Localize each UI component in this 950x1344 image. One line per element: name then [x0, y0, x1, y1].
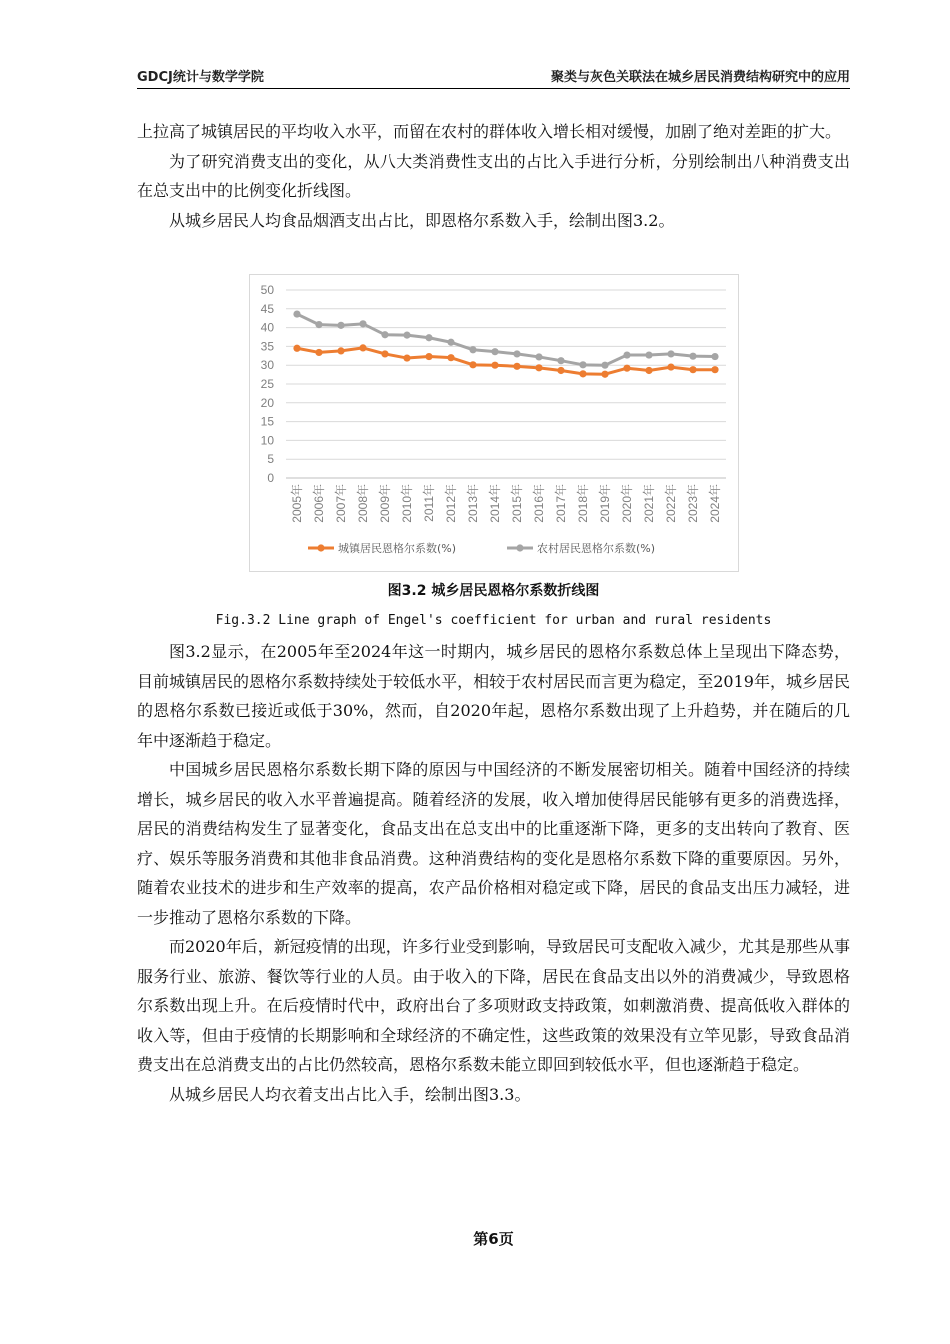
body-text-bottom [137, 637, 850, 1109]
paragraph: 从城乡居民人均食品烟酒支出占比，即恩格尔系数入手，绘制出图3.2。 [169, 210, 675, 230]
data-point [337, 322, 344, 329]
data-point [293, 310, 300, 317]
data-point [425, 353, 432, 360]
y-tick-label: 10 [260, 433, 274, 448]
x-tick-label: 2009年 [378, 484, 392, 523]
data-point [381, 350, 388, 357]
x-tick-label: 2020年 [620, 484, 634, 523]
x-tick-label: 2021年 [642, 484, 656, 523]
x-tick-label: 2011年 [422, 484, 436, 522]
x-tick-label: 2022年 [664, 484, 678, 523]
page-number: 第6页 [473, 1230, 514, 1248]
data-point [381, 331, 388, 338]
data-point [315, 321, 322, 328]
data-point [601, 371, 608, 378]
x-tick-label: 2005年 [290, 484, 304, 523]
data-point [601, 362, 608, 369]
x-tick-label: 2024年 [708, 484, 722, 523]
paragraph: 上拉高了城镇居民的平均收入水平，而留在农村的群体收入增长相对缓慢，加剧了绝对差距的扩大。 [137, 122, 842, 141]
y-tick-label: 5 [267, 452, 274, 467]
data-point [315, 349, 322, 356]
chart-svg [250, 275, 738, 571]
y-tick-label: 50 [260, 283, 274, 297]
x-tick-label: 2008年 [356, 484, 370, 523]
data-point [623, 351, 630, 358]
data-point [557, 357, 564, 364]
engel-coefficient-chart [249, 274, 739, 572]
y-tick-label: 20 [260, 395, 274, 410]
data-point [469, 361, 476, 368]
data-point [447, 354, 454, 361]
x-tick-label: 2015年 [510, 484, 524, 523]
y-tick-label: 15 [260, 414, 274, 429]
legend-swatch-marker [317, 544, 324, 551]
data-point [623, 365, 630, 372]
figure-caption-en: Fig.3.2 Line graph of Engel's coefficient for urban and rural residents [215, 613, 772, 628]
y-tick-label: 40 [260, 320, 274, 335]
x-tick-label: 2019年 [598, 484, 612, 523]
data-point [513, 363, 520, 370]
paragraph: 而2020年后，新冠疫情的出现，许多行业受到影响，导致居民可支配收入减少，尤其是那些从事服务行业、旅游、餐饮等行业的人员。由于收入的下降，居民在食品支出以外的消费减少，导致恩格尔系数出现上升。在后疫情时代中，政府出台了多项财政支持政策，如刺激消费、提高低收入群体的收入等，但由于疫情的长期影响和全球经济的不确定性，这些政策的效果没有立竿见影，导致食品消费支出在总消费支出的占比仍然较高，恩格尔系数未能立即回到较低水平，但也逐渐趋于稳定。 [137, 937, 850, 1074]
data-point [645, 351, 652, 358]
y-tick-label: 0 [267, 471, 274, 485]
paragraph: 中国城乡居民恩格尔系数长期下降的原因与中国经济的不断发展密切相关。随着中国经济的持续增长，城乡居民的收入水平普遍提高。随着经济的发展，收入增加使得居民能够有更多的消费选择，居民的消费结构发生了显著变化，食品支出在总支出中的比重逐渐下降，更多的支出转向了教育、医疗、娱乐等服务消费和其他非食品消费。这种消费结构的变化是恩格尔系数下降的重要原因。另外，随着农业技术的进步和生产效率的提高，农产品价格相对稳定或下降，居民的食品支出压力减轻，进一步推动了恩格尔系数的下降。 [137, 760, 850, 927]
data-point [513, 350, 520, 357]
header-rule [137, 88, 850, 89]
body-text-top [137, 117, 850, 235]
data-point [403, 332, 410, 339]
x-tick-label: 2017年 [554, 484, 568, 523]
x-tick-label: 2007年 [334, 484, 348, 523]
data-point [711, 353, 718, 360]
data-point [359, 320, 366, 327]
data-point [403, 354, 410, 361]
legend-label: 城镇居民恩格尔系数(%) [338, 542, 457, 555]
y-tick-label: 35 [260, 339, 274, 354]
x-tick-label: 2013年 [466, 484, 480, 523]
data-point [579, 370, 586, 377]
paragraph: 从城乡居民人均衣着支出占比入手，绘制出图3.3。 [169, 1084, 531, 1104]
legend-swatch-marker [516, 544, 523, 551]
data-point [469, 346, 476, 353]
x-tick-label: 2023年 [686, 484, 700, 523]
data-point [491, 348, 498, 355]
data-point [359, 344, 366, 351]
x-tick-label: 2010年 [400, 484, 414, 523]
data-point [337, 347, 344, 354]
y-tick-label: 30 [260, 358, 274, 373]
x-tick-label: 2016年 [532, 484, 546, 523]
page-header [137, 66, 850, 86]
data-point [667, 363, 674, 370]
legend-label: 农村居民恩格尔系数(%) [537, 542, 656, 555]
paragraph: 图3.2显示，在2005年至2024年这一时期内，城乡居民的恩格尔系数总体上呈现出下降态势，目前城镇居民的恩格尔系数持续处于较低水平，相较于农村居民而言更为稳定，至2019年，城乡居民的恩格尔系数已接近或低于30%，然而，自2020年起，恩格尔系数出现了上升趋势，并在随后的几年中逐渐趋于稳定。 [137, 642, 850, 750]
data-point [535, 364, 542, 371]
series-line-rural [297, 314, 715, 365]
data-point [491, 362, 498, 369]
data-point [447, 339, 454, 346]
data-point [535, 353, 542, 360]
data-point [425, 334, 432, 341]
header-right: 聚类与灰色关联法在城乡居民消费结构研究中的应用 [550, 70, 850, 85]
header-left: GDCJ统计与数学学院 [137, 70, 264, 85]
paragraph: 为了研究消费支出的变化，从八大类消费性支出的占比入手进行分析，分别绘制出八种消费支出在总支出中的比例变化折线图。 [137, 151, 850, 200]
data-point [667, 350, 674, 357]
y-tick-label: 45 [260, 301, 274, 316]
data-point [293, 345, 300, 352]
figure-caption-zh: 图3.2 城乡居民恩格尔系数折线图 [387, 583, 600, 599]
x-tick-label: 2018年 [576, 484, 590, 523]
data-point [579, 361, 586, 368]
x-tick-label: 2006年 [312, 484, 326, 523]
data-point [689, 366, 696, 373]
data-point [689, 353, 696, 360]
x-tick-label: 2012年 [444, 484, 458, 523]
data-point [711, 366, 718, 373]
y-tick-label: 25 [260, 377, 274, 391]
x-tick-label: 2014年 [488, 484, 502, 523]
data-point [557, 367, 564, 374]
data-point [645, 367, 652, 374]
